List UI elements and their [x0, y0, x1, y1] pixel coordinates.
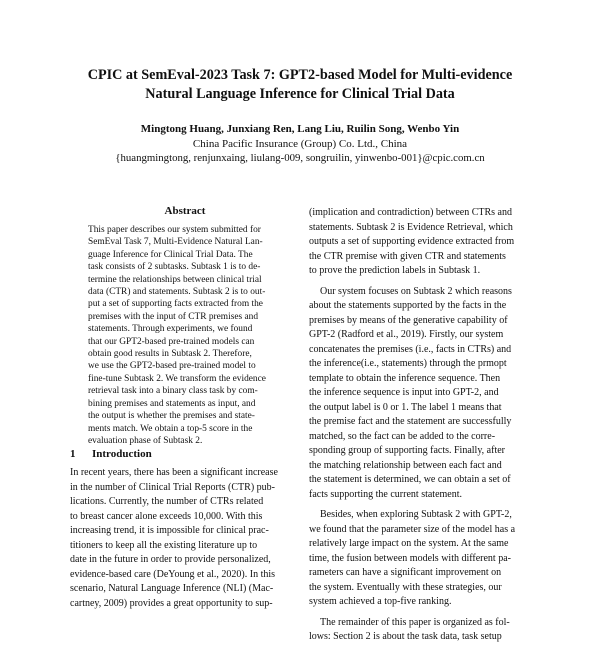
body-line: matched, so the fact can be added to the corre- — [309, 430, 496, 442]
title-line: CPIC at SemEval-2023 Task 7: GPT2-based Model for Multi-evidence — [87, 67, 513, 83]
body-line: the inference sequence is input into GPT-2, and — [309, 387, 499, 398]
paper-title — [40, 66, 560, 104]
body-line: the output label is 0 or 1. The label 1 means that — [309, 401, 502, 413]
body-line: sponding group of supporting facts. Finally, after — [309, 445, 505, 456]
abstract-line: evaluation phase of Subtask 2. — [88, 435, 203, 446]
body-line: increasing trend, it is impossible for clinical prac- — [70, 525, 269, 536]
body-line: titioners to keep all the existing literature up to — [70, 539, 258, 551]
body-line: time, the fusion between models with different pa- — [309, 552, 511, 564]
author-list: Mingtong Huang, Junxiang Ren, Lang Liu, Ruilin Song, Wenbo Yin — [140, 123, 460, 135]
body-line: lications. Currently, the number of CTRs related — [70, 496, 264, 507]
abstract-line: that our GPT2-based pre-trained models can — [88, 336, 255, 347]
body-line: the CTR premise with given CTR and statements — [309, 250, 506, 262]
body-line: to breast cancer alone exceeds 10,000. With this — [70, 510, 263, 522]
body-line: the premise fact and the statement are successfully — [309, 416, 512, 427]
title-line: Natural Language Inference for Clinical Trial Data — [145, 86, 455, 102]
body-line: the statement is determined, we can obtain a set of — [309, 474, 511, 485]
abstract-line: task consists of 2 subtasks. Subtask 1 is to de- — [88, 262, 261, 273]
abstract-line: guage Inference for Clinical Trial Data. The — [88, 249, 253, 260]
abstract-line: termine the relationships between clinical trial — [88, 274, 262, 285]
abstract-line: statements. Through experiments, we found — [88, 324, 253, 335]
author-emails: {huangmingtong, renjunxaing, liulang-009, songruilin, yinwenbo-001}@cpic.com.cn — [115, 152, 485, 164]
section-title: Introduction — [92, 448, 152, 460]
body-line: system achieved a top-five ranking. — [309, 596, 452, 607]
abstract-line: obtain good results in Subtask 2. Therefore, — [88, 349, 252, 360]
section-heading-introduction — [70, 448, 152, 461]
paragraph — [309, 508, 537, 610]
body-line: to prove the prediction labels in Subtask 1. — [309, 265, 481, 276]
abstract-line: ments match. We obtain a top-5 score in the — [88, 423, 253, 434]
body-line: (implication and contradiction) between CTRs and — [309, 207, 512, 218]
body-line: Besides, when exploring Subtask 2 with GPT-2, — [320, 509, 512, 520]
body-line: we found that the parameter size of the model has a — [309, 523, 516, 535]
body-line: concatenates the premises (i.e., facts in CTRs) and — [309, 343, 512, 355]
abstract-line: data (CTR) and statements. Subtask 2 is to out- — [88, 287, 266, 298]
body-line: evidence-based care (DeYoung et al., 2020). In this — [70, 568, 276, 580]
body-line: relatively large impact on the system. At the same — [309, 538, 509, 549]
body-line: template to obtain the inference sequence. Then — [309, 372, 501, 384]
body-line: the matching relationship between each fact and — [309, 459, 502, 471]
abstract-line: retrieval task into a binary class task by com- — [88, 386, 258, 397]
body-line: premises by means of the generative capability of — [309, 314, 508, 326]
body-line: GPT-2 (Radford et al., 2019). Firstly, our system — [309, 329, 504, 340]
abstract-line: SemEval Task 7, Multi-Evidence Natural Lan- — [88, 237, 263, 248]
body-line: cartney, 2009) provides a great opportunity to sup- — [70, 597, 273, 609]
abstract-body — [88, 224, 284, 447]
affiliation: China Pacific Insurance (Group) Co. Ltd., China — [192, 138, 408, 150]
right-column-body — [309, 206, 537, 645]
body-line: facts supporting the current statement. — [309, 488, 463, 500]
abstract-line: fine-tune Subtask 2. We transform the evidence — [88, 373, 266, 384]
body-line: the inference(i.e., statements) through the prmopt — [309, 358, 507, 369]
body-line: scenario, Natural Language Inference (NLI) (Mac- — [70, 583, 274, 594]
paragraph — [309, 616, 537, 645]
abstract-line: put a set of supporting facts extracted from the — [88, 299, 263, 310]
body-line: rameters can have a significant improvement on — [309, 567, 502, 578]
abstract-line: This paper describes our system submitted for — [88, 225, 261, 235]
abstract-heading: Abstract — [164, 205, 206, 217]
body-line: outputs a set of supporting evidence extracted from — [309, 236, 515, 247]
body-line: in the number of Clinical Trial Reports (CTR) pub- — [70, 481, 275, 493]
body-line: The remainder of this paper is organized as fol- — [320, 616, 510, 628]
body-line: the system. Eventually with these strategies, our — [309, 581, 502, 593]
paragraph — [309, 285, 537, 503]
introduction-body — [70, 466, 298, 611]
body-line: Our system focuses on Subtask 2 which reasons — [320, 285, 512, 297]
abstract-line: premises with the input of CTR premises and — [88, 311, 259, 322]
abstract-line: we use the GPT2-based pre-trained model to — [88, 361, 256, 372]
body-line: about the statements supported by the facts in the — [309, 300, 507, 311]
body-line: statements. Subtask 2 is Evidence Retrieval, which — [309, 221, 513, 233]
abstract-line: bining premises and statements as input, and — [88, 398, 256, 409]
abstract-line: the output is whether the premises and state- — [88, 411, 255, 422]
body-line: date in the future in order to provide personalized, — [70, 554, 271, 565]
body-line: In recent years, there has been a significant increase — [70, 467, 278, 478]
paragraph — [309, 206, 537, 279]
section-number: 1 — [70, 448, 76, 460]
body-line: lows: Section 2 is about the task data, task setup — [309, 631, 502, 642]
